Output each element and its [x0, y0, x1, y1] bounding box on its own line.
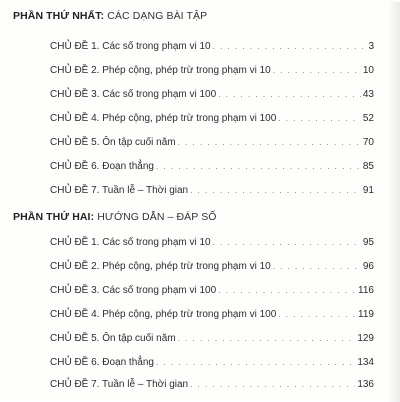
toc-entry-label: CHỦ ĐỀ 4. Phép cộng, phép trừ trong phạm vi 100: [50, 309, 277, 320]
dot-leader: [218, 286, 356, 295]
toc-entry-label: CHỦ ĐỀ 6. Đoạn thẳng: [50, 357, 154, 368]
dot-leader: [213, 238, 361, 247]
dot-leader: [190, 186, 361, 195]
toc-entry-label: CHỦ ĐỀ 3. Các số trong phạm vi 100: [50, 285, 217, 296]
toc-entry-page: 10: [362, 65, 374, 76]
toc-entry-page: 85: [362, 161, 374, 172]
toc-entry[interactable]: [50, 379, 374, 393]
toc-entry-page: 116: [358, 285, 374, 296]
toc-entry-label: CHỦ ĐỀ 1. Các số trong phạm vi 10: [50, 41, 211, 52]
toc-entry-page: 70: [362, 137, 374, 148]
toc-entry-page: 91: [362, 185, 374, 196]
dot-leader: [178, 138, 361, 147]
toc-entry-label: CHỦ ĐỀ 4. Phép cộng, phép trừ trong phạm vi 100: [50, 113, 277, 124]
dot-leader: [278, 114, 361, 123]
toc-entry-label: CHỦ ĐỀ 5. Ôn tập cuối năm: [50, 333, 176, 344]
toc-entry-label: CHỦ ĐỀ 2. Phép cộng, phép trừ trong phạm vi 10: [50, 261, 271, 272]
part2-title: PHẦN THỨ HAI:: [13, 211, 95, 223]
part1-title: PHẦN THỨ NHẤT:: [13, 10, 105, 22]
dot-leader: [278, 310, 356, 319]
toc-entry-page: 95: [362, 237, 374, 248]
toc-entry-label: CHỦ ĐỀ 6. Đoạn thẳng: [50, 161, 154, 172]
dot-leader: [213, 42, 367, 51]
toc-entry-page: 43: [362, 89, 374, 100]
toc-entry-page: 3: [368, 41, 374, 52]
toc-entry[interactable]: [50, 261, 374, 275]
toc-entry-page: 96: [362, 261, 374, 272]
toc-entry[interactable]: [50, 41, 374, 55]
toc-entry[interactable]: [50, 333, 374, 347]
dot-leader: [273, 262, 361, 271]
part1-subtitle: CÁC DẠNG BÀI TẬP: [107, 10, 208, 22]
toc-entry-label: CHỦ ĐỀ 7. Tuần lễ – Thời gian: [50, 379, 189, 390]
toc-entry-label: CHỦ ĐỀ 5. Ôn tập cuối năm: [50, 137, 176, 148]
toc-entry[interactable]: [50, 357, 374, 371]
toc-entry-page: 134: [357, 357, 374, 368]
page-edge-shadow: [388, 2, 400, 402]
dot-leader: [273, 66, 361, 75]
toc-entry[interactable]: [50, 137, 374, 151]
toc-entry[interactable]: [50, 89, 374, 103]
toc-entry-label: CHỦ ĐỀ 7. Tuần lễ – Thời gian: [50, 185, 189, 196]
toc-entry[interactable]: [50, 237, 374, 251]
toc-entry-label: CHỦ ĐỀ 3. Các số trong phạm vi 100: [50, 89, 217, 100]
toc-entry[interactable]: [50, 65, 374, 79]
part1-heading: [13, 10, 207, 22]
toc-entry[interactable]: [50, 285, 374, 299]
dot-leader: [156, 358, 355, 367]
toc-entry-label: CHỦ ĐỀ 1. Các số trong phạm vi 10: [50, 237, 211, 248]
dot-leader: [156, 162, 361, 171]
toc-entry[interactable]: [50, 185, 374, 199]
toc-entry-page: 119: [358, 309, 374, 320]
part2-subtitle: HƯỚNG DẪN – ĐÁP SỐ: [97, 211, 217, 223]
toc-entry[interactable]: [50, 161, 374, 175]
toc-entry[interactable]: [50, 309, 374, 323]
toc-entry-page: 136: [357, 379, 374, 390]
toc-entry-page: 52: [362, 113, 374, 124]
dot-leader: [190, 380, 355, 389]
dot-leader: [218, 90, 361, 99]
dot-leader: [178, 334, 356, 343]
part2-heading: [13, 211, 217, 223]
toc-entry-label: CHỦ ĐỀ 2. Phép cộng, phép trừ trong phạm vi 10: [50, 65, 271, 76]
toc-entry[interactable]: [50, 113, 374, 127]
toc-entry-page: 129: [357, 333, 374, 344]
